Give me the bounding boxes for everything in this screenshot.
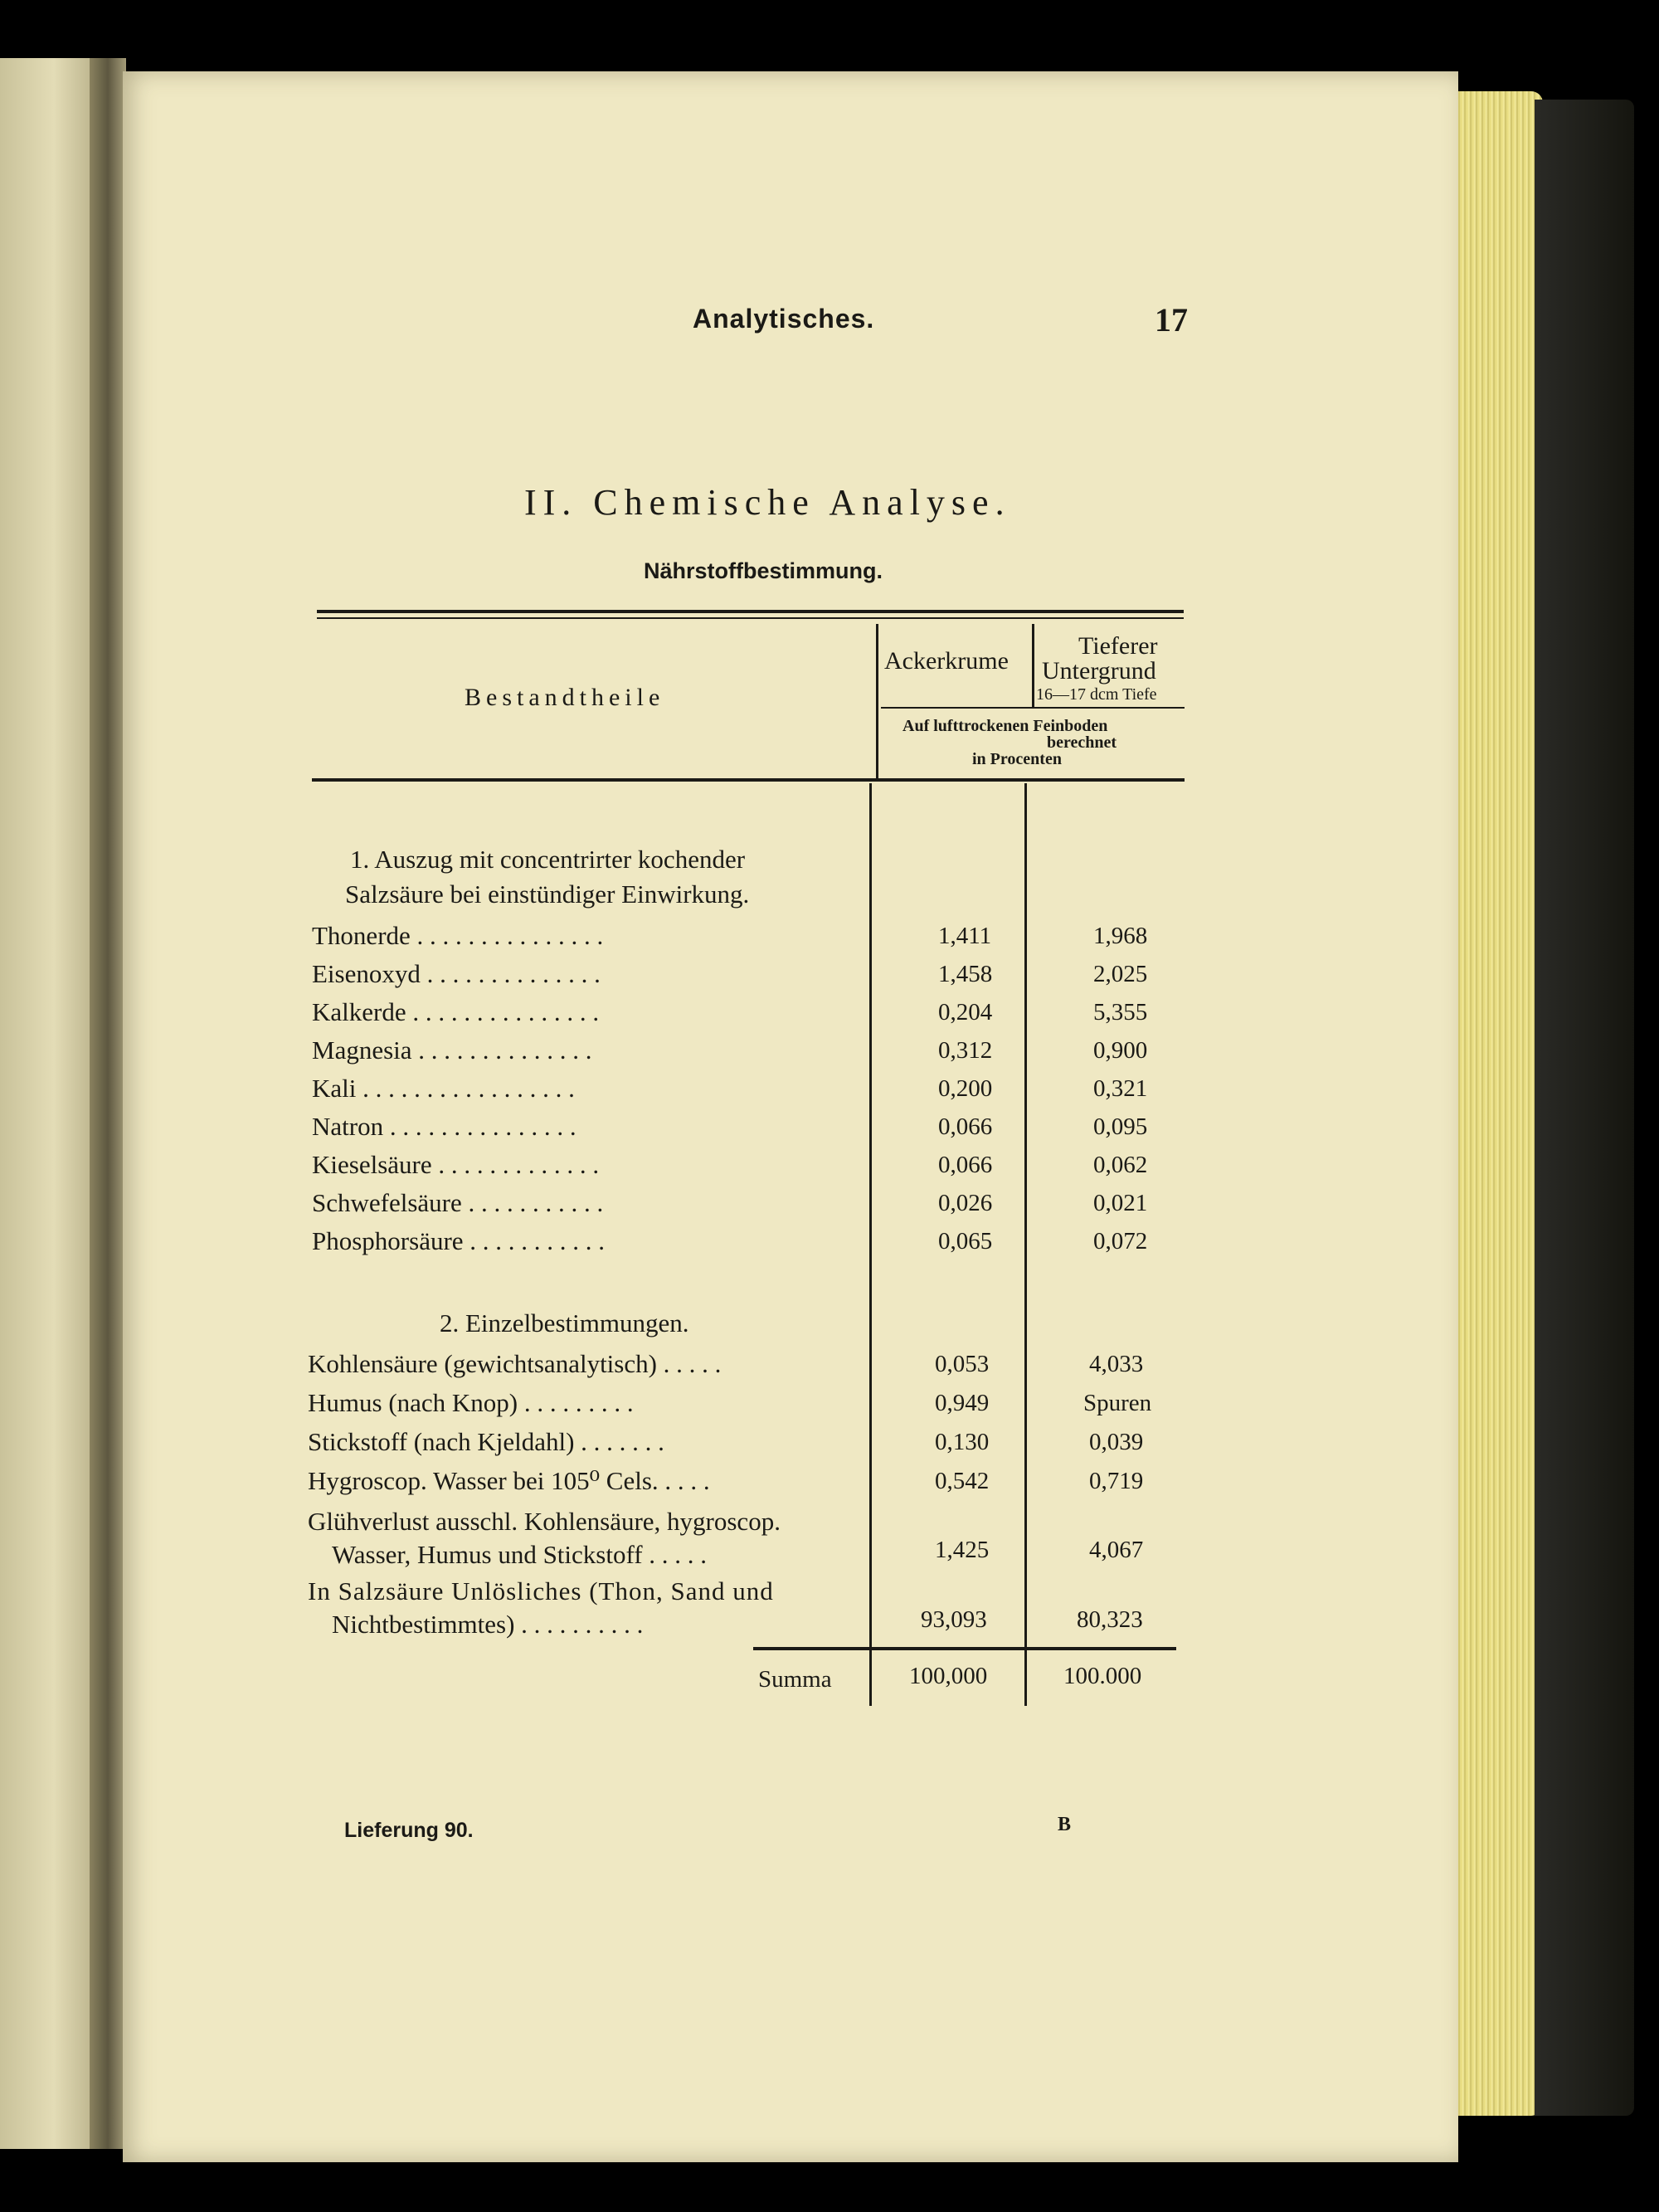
row-label: Kieselsäure . . . . . . . . . . . . . bbox=[312, 1150, 600, 1179]
subheader-line-1: Auf lufttrockenen Feinboden bbox=[902, 717, 1108, 735]
column-header-bestandtheile: Bestandtheile bbox=[465, 684, 665, 711]
running-header: Analytisches. bbox=[693, 304, 875, 334]
cell-untergrund: 5,355 bbox=[1093, 999, 1148, 1026]
table-top-rule-thin bbox=[317, 617, 1184, 619]
cell-untergrund: 0,900 bbox=[1093, 1037, 1148, 1064]
column-header-untergrund: Untergrund bbox=[1042, 657, 1156, 685]
cell-untergrund: 80,323 bbox=[1077, 1606, 1143, 1633]
row-label: Humus (nach Knop) . . . . . . . . . bbox=[308, 1388, 634, 1417]
cell-ackerkrume: 0,130 bbox=[935, 1429, 990, 1455]
cell-untergrund: 0,719 bbox=[1089, 1468, 1144, 1494]
summa-ackerkrume: 100,000 bbox=[909, 1663, 988, 1689]
row-label-line-2: Nichtbestimmtes) . . . . . . . . . . bbox=[332, 1610, 644, 1639]
cell-untergrund: Spuren bbox=[1083, 1390, 1152, 1416]
signature-mark: B bbox=[1058, 1814, 1072, 1835]
cell-untergrund: 2,025 bbox=[1093, 961, 1148, 987]
column-divider-left bbox=[869, 783, 872, 1706]
column-divider-left-header bbox=[876, 624, 878, 780]
row-label: Schwefelsäure . . . . . . . . . . . bbox=[312, 1188, 604, 1217]
section-2-heading: 2. Einzelbestimmungen. bbox=[440, 1308, 689, 1337]
summa-untergrund: 100.000 bbox=[1063, 1663, 1142, 1689]
column-header-tieferer: Tieferer bbox=[1078, 632, 1158, 660]
cell-ackerkrume: 93,093 bbox=[921, 1606, 987, 1633]
table-top-rule-thick bbox=[317, 610, 1184, 613]
row-label: Kalkerde . . . . . . . . . . . . . . . bbox=[312, 997, 600, 1026]
row-label: Eisenoxyd . . . . . . . . . . . . . . bbox=[312, 959, 601, 988]
cell-ackerkrume: 0,949 bbox=[935, 1390, 990, 1416]
header-bottom-rule bbox=[312, 778, 1185, 782]
page-number: 17 bbox=[1155, 301, 1188, 339]
section-title: II. Chemische Analyse. bbox=[524, 482, 1011, 523]
page-edges bbox=[1443, 91, 1543, 2116]
subtitle: Nährstoffbestimmung. bbox=[644, 558, 883, 583]
cell-ackerkrume: 0,312 bbox=[938, 1037, 993, 1064]
cell-untergrund: 4,067 bbox=[1089, 1537, 1144, 1563]
section-1-heading-line-2: Salzsäure bei einstündiger Einwirkung. bbox=[345, 879, 750, 909]
row-label: Magnesia . . . . . . . . . . . . . . bbox=[312, 1035, 592, 1065]
cell-ackerkrume: 1,425 bbox=[935, 1537, 990, 1563]
column-header-ackerkrume: Ackerkrume bbox=[884, 647, 1009, 675]
subheader-rule bbox=[881, 707, 1185, 709]
row-label: Stickstoff (nach Kjeldahl) . . . . . . . bbox=[308, 1427, 664, 1456]
row-label: Phosphorsäure . . . . . . . . . . . bbox=[312, 1226, 606, 1255]
cell-ackerkrume: 0,066 bbox=[938, 1113, 993, 1140]
book-cover bbox=[1535, 100, 1634, 2116]
row-label: Thonerde . . . . . . . . . . . . . . . bbox=[312, 921, 604, 950]
cell-ackerkrume: 0,066 bbox=[938, 1152, 993, 1178]
left-page-edge bbox=[0, 58, 98, 2149]
cell-untergrund: 0,095 bbox=[1093, 1113, 1148, 1140]
row-label-line-1: In Salzsäure Unlösliches (Thon, Sand und bbox=[308, 1576, 774, 1605]
cell-ackerkrume: 1,458 bbox=[938, 961, 993, 987]
cell-ackerkrume: 0,053 bbox=[935, 1351, 990, 1377]
column-divider-mid-header bbox=[1032, 624, 1034, 707]
subheader-line-3: in Procenten bbox=[972, 750, 1062, 768]
subheader-line-2: berechnet bbox=[1047, 733, 1117, 752]
column-divider-mid bbox=[1024, 783, 1027, 1706]
cell-untergrund: 0,039 bbox=[1089, 1429, 1144, 1455]
cell-ackerkrume: 0,026 bbox=[938, 1190, 993, 1216]
cell-untergrund: 1,968 bbox=[1093, 923, 1148, 949]
column-header-depth: 16—17 dcm Tiefe bbox=[1036, 685, 1157, 704]
cell-untergrund: 0,021 bbox=[1093, 1190, 1148, 1216]
book-gutter bbox=[90, 58, 126, 2149]
cell-untergrund: 4,033 bbox=[1089, 1351, 1144, 1377]
cell-ackerkrume: 1,411 bbox=[938, 923, 992, 949]
section-1-heading-line-1: 1. Auszug mit concentrirter kochender bbox=[350, 845, 746, 874]
cell-ackerkrume: 0,200 bbox=[938, 1075, 993, 1102]
row-label: Kali . . . . . . . . . . . . . . . . . bbox=[312, 1074, 575, 1103]
lieferung-note: Lieferung 90. bbox=[344, 1819, 474, 1842]
row-label-line-1: Glühverlust ausschl. Kohlensäure, hygroscop. bbox=[308, 1507, 781, 1536]
row-label: Hygroscop. Wasser bei 105⁰ Cels. . . . . bbox=[308, 1466, 710, 1495]
row-label: Kohlensäure (gewichtsanalytisch) . . . . . bbox=[308, 1349, 722, 1378]
cell-ackerkrume: 0,204 bbox=[938, 999, 993, 1026]
cell-untergrund: 0,321 bbox=[1093, 1075, 1148, 1102]
row-label-line-2: Wasser, Humus und Stickstoff . . . . . bbox=[332, 1540, 708, 1569]
row-label: Natron . . . . . . . . . . . . . . . bbox=[312, 1112, 577, 1141]
cell-untergrund: 0,062 bbox=[1093, 1152, 1148, 1178]
summa-rule bbox=[753, 1647, 1176, 1650]
summa-label: Summa bbox=[758, 1666, 832, 1693]
cell-ackerkrume: 0,542 bbox=[935, 1468, 990, 1494]
cell-ackerkrume: 0,065 bbox=[938, 1228, 993, 1255]
cell-untergrund: 0,072 bbox=[1093, 1228, 1148, 1255]
